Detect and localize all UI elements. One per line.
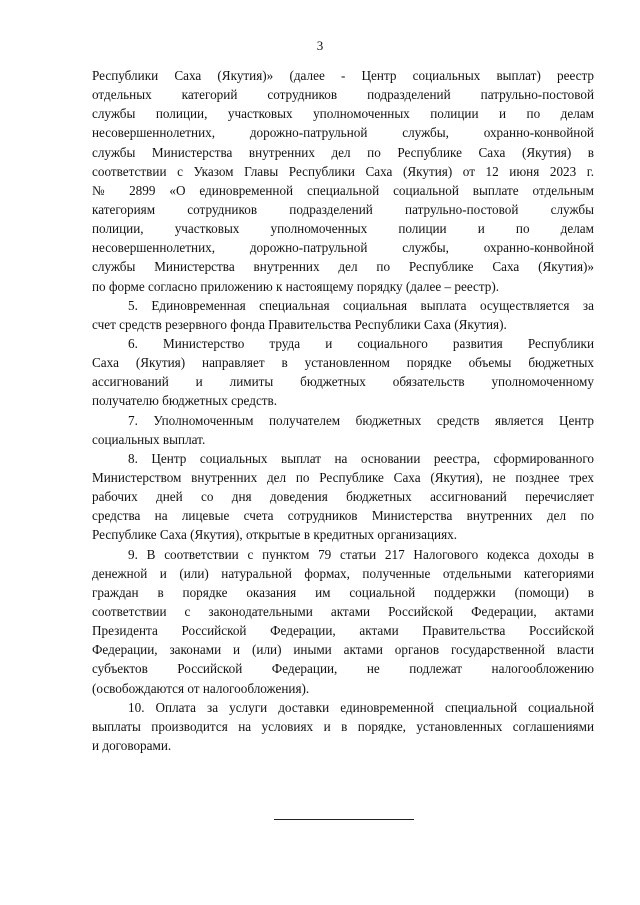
paragraph-8-line: 8. Центр социальных выплат на основании реестра, сформированного <box>128 450 594 466</box>
text-line: субъектов Российской Федерации, не подлежат налогообложению <box>92 661 594 677</box>
text-line: получателю бюджетных средств. <box>92 393 278 409</box>
text-line: несовершеннолетних, дорожно-патрульной службы, охранно-конвойной <box>92 240 594 256</box>
text-line: соответствии с законодательными актами Российской Федерации, актами <box>92 603 594 619</box>
text-line: Республике Саха (Якутия), открытые в кредитных организациях. <box>92 527 458 543</box>
text-line: (освобождаются от налогообложения). <box>92 680 310 696</box>
text-line: службы Министерства внутренних дел по Республике Саха (Якутия)» <box>92 259 594 275</box>
text-line: ассигнований и лимиты бюджетных обязательств уполномоченному <box>92 374 594 390</box>
page-number: 3 <box>316 38 324 53</box>
text-line: Министерством внутренних дел по Республике Саха (Якутия), не позднее трех <box>92 469 594 485</box>
document-body <box>92 66 594 755</box>
text-line: Федерации, законами и (или) иными актами органов государственной власти <box>92 642 594 658</box>
text-line: по форме согласно приложению к настоящему порядку (далее – реестр). <box>92 278 500 294</box>
text-line: службы полиции, участковых уполномоченных полиции и по делам <box>92 106 594 122</box>
paragraph-5-line: 5. Единовременная специальная социальная выплата осуществляется за <box>128 297 594 313</box>
text-line: и договорами. <box>92 737 172 753</box>
text-line: несовершеннолетних, дорожно-патрульной службы, охранно-конвойной <box>92 125 594 141</box>
text-line: рабочих дней со дня доведения бюджетных ассигнований перечисляет <box>92 489 594 505</box>
text-line: соответствии с Указом Главы Республики Саха (Якутия) от 12 июня 2023 г. <box>92 163 594 179</box>
text-line: счет средств резервного фонда Правительства Республики Саха (Якутия). <box>92 316 507 332</box>
paragraph-10-line: 10. Оплата за услуги доставки единовременной специальной социальной <box>128 699 594 715</box>
text-line: денежной и (или) натуральной формах, полученные отдельными категориями <box>92 565 594 581</box>
text-line: граждан в порядке оказания им социальной поддержки (помощи) в <box>92 584 594 600</box>
text-line: средства на лицевые счета сотрудников Министерства внутренних дел по <box>92 508 594 524</box>
paragraph-7-line: 7. Уполномоченным получателем бюджетных средств является Центр <box>128 412 594 428</box>
paragraph-9-line: 9. В соответствии с пунктом 79 статьи 217 Налогового кодекса доходы в <box>128 546 594 562</box>
paragraph-6-line: 6. Министерство труда и социального развития Республики <box>128 335 594 351</box>
text-line: № 2899 «О единовременной специальной социальной выплате отдельным <box>92 182 594 198</box>
text-line: выплаты производится на условиях и в порядке, установленных соглашениями <box>92 718 594 734</box>
text-line: службы Министерства внутренних дел по Республике Саха (Якутия) в <box>92 144 594 160</box>
text-line: Республики Саха (Якутия)» (далее - Центр социальных выплат) реестр <box>92 68 594 83</box>
text-line: полиции, участковых уполномоченных полиции и по делам <box>92 221 594 237</box>
closing-divider <box>274 819 414 820</box>
text-line: Президента Российской Федерации, актами Правительства Российской <box>92 623 594 639</box>
text-line: Саха (Якутия) направляет в установленном порядке объемы бюджетных <box>92 355 594 371</box>
text-line: социальных выплат. <box>92 431 206 447</box>
text-line: категориям сотрудников подразделений патрульно-постовой службы <box>92 201 594 217</box>
text-line: отдельных категорий сотрудников подразделений патрульно-постовой <box>92 87 594 103</box>
